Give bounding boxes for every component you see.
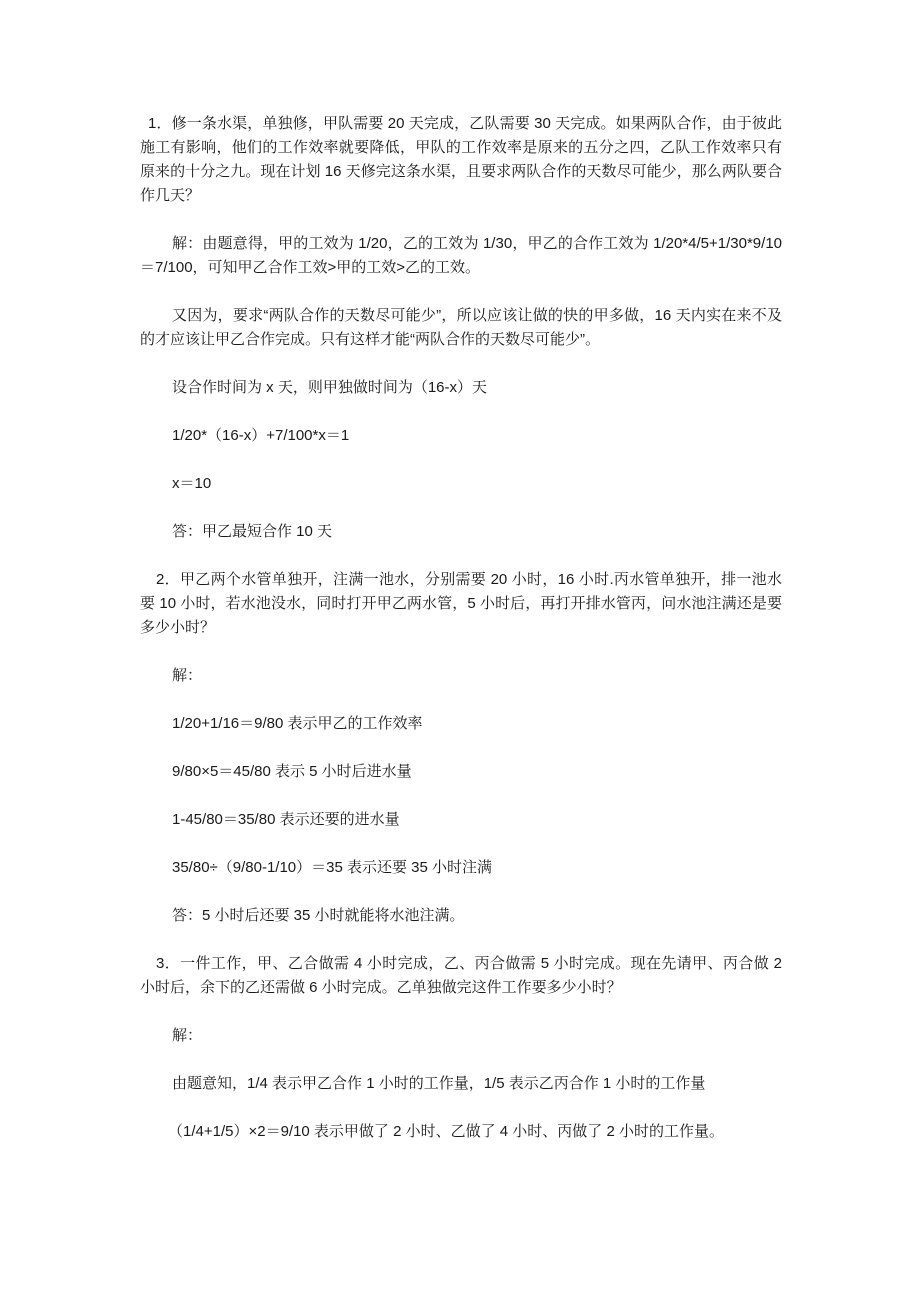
problem-1-result: x＝10 — [172, 475, 212, 492]
problem-2-step-3: 1-45/80＝35/80 表示还要的进水量 — [172, 811, 400, 828]
problem-1-answer: 答：甲乙最短合作 10 天 — [172, 523, 333, 540]
problem-1-reasoning: 又因为，要求“两队合作的天数尽可能少”，所以应该让做的快的甲多做，16 天内实在来不及的才应该让甲乙合作完成。只有这样才能“两队合作的天数尽可能少”。 — [140, 307, 782, 348]
problem-1-setup: 设合作时间为 x 天，则甲独做时间为（16-x）天 — [172, 379, 488, 396]
problem-2-solution-label: 解： — [172, 667, 203, 684]
document-page — [140, 112, 782, 1144]
problem-2-step-4: 35/80÷（9/80-1/10）＝35 表示还要 35 小时注满 — [172, 859, 493, 876]
problem-2-step-1: 1/20+1/16＝9/80 表示甲乙的工作效率 — [172, 715, 423, 732]
problem-3-solution-label: 解： — [172, 1027, 203, 1044]
problem-1-equation: 1/20*（16-x）+7/100*x＝1 — [172, 427, 350, 444]
problem-3-statement: 3．一件工作，甲、乙合做需 4 小时完成，乙、丙合做需 5 小时完成。现在先请甲、丙合做 2 小时后，余下的乙还需做 6 小时完成。乙单独做完这件工作要多少小时？ — [140, 955, 782, 996]
problem-2-statement: 2．甲乙两个水管单独开，注满一池水，分别需要 20 小时，16 小时.丙水管单独开，排一池水要 10 小时，若水池没水，同时打开甲乙两水管，5 小时后，再打开排水管丙，问水池注满还是要多少小时？ — [140, 571, 782, 636]
problem-1-solution-intro: 解：由题意得，甲的工效为 1/20，乙的工效为 1/30，甲乙的合作工效为 1/20*4/5+1/30*9/10＝7/100，可知甲乙合作工效>甲的工效>乙的工效。 — [140, 235, 782, 276]
problem-2-step-2: 9/80×5＝45/80 表示 5 小时后进水量 — [172, 763, 412, 780]
problem-1-statement: 1．修一条水渠，单独修，甲队需要 20 天完成，乙队需要 30 天完成。如果两队合作，由于彼此施工有影响，他们的工作效率就要降低，甲队的工作效率是原来的五分之四，乙队工作效率只有原来的十分之九。现在计划 16 天修完这条水渠，且要求两队合作的天数尽可能少，那么两队要合作几天？ — [140, 115, 782, 204]
problem-3-step-2: （1/4+1/5）×2＝9/10 表示甲做了 2 小时、乙做了 4 小时、丙做了 2 小时的工作量。 — [168, 1123, 724, 1140]
problem-2-answer: 答：5 小时后还要 35 小时就能将水池注满。 — [172, 907, 465, 924]
problem-3-step-1: 由题意知，1/4 表示甲乙合作 1 小时的工作量，1/5 表示乙丙合作 1 小时的工作量 — [172, 1075, 706, 1092]
